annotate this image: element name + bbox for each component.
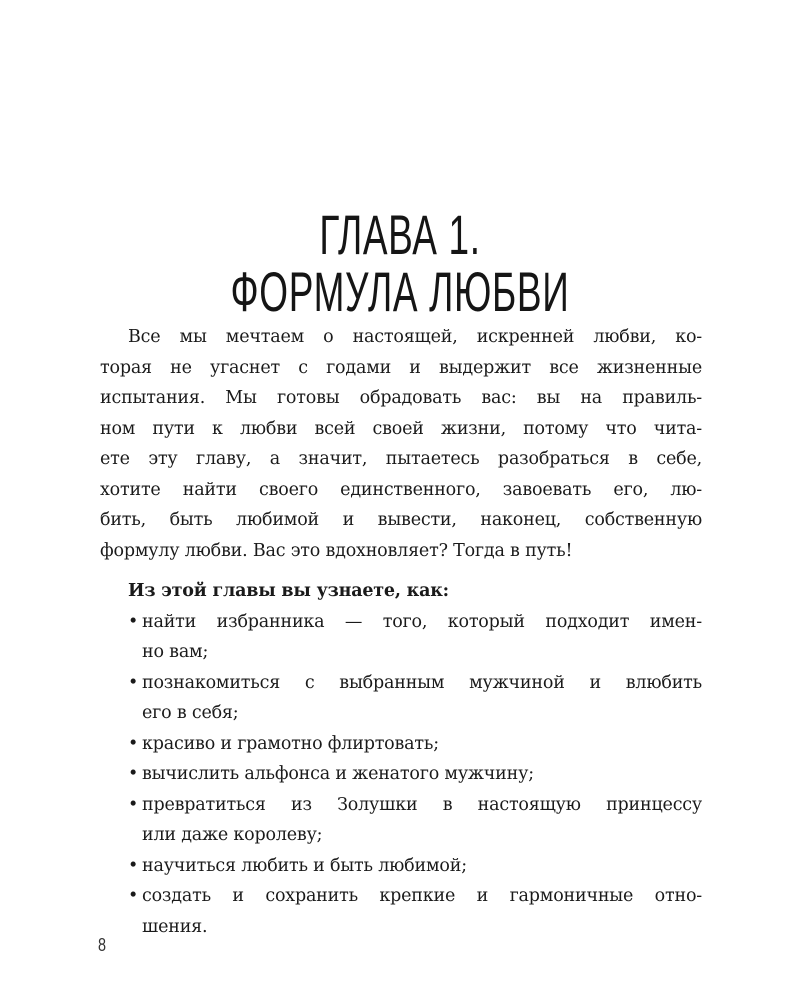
list-item-line: или даже королеву;: [142, 825, 323, 845]
bullet-icon: •: [128, 886, 139, 906]
list-item: [128, 759, 702, 790]
intro-line: торая не угаснет с годами и выдержит все жизненные: [100, 357, 702, 378]
list-item: [128, 851, 702, 882]
list-item-line: красиво и грамотно флиртовать;: [142, 733, 439, 754]
intro-line: хотите найти своего единственного, завоевать его, лю-: [100, 479, 702, 500]
list-item-line: научиться любить и быть любимой;: [142, 855, 467, 876]
list-item-line: найти избранника — того, который подходит имен-: [142, 611, 702, 632]
intro-line: бить, быть любимой и вывести, наконец, собственную: [100, 510, 702, 530]
chapter-goals-list: [128, 576, 702, 942]
list-item-line: познакомиться с выбранным мужчиной и влюбить: [142, 672, 702, 693]
intro-line: ном пути к любви всей своей жизни, потому что чита-: [100, 418, 702, 439]
page-number: 8: [98, 935, 107, 955]
bullet-icon: •: [128, 672, 139, 693]
intro-line: ете эту главу, а значит, пытаетесь разобраться в себе,: [100, 449, 702, 469]
chapter-title-line2: ФОРМУЛА ЛЮБВИ: [230, 260, 570, 323]
list-item-line: но вам;: [142, 642, 209, 662]
intro-line: Все мы мечтаем о настоящей, искренней любви, ко-: [128, 327, 702, 347]
bullet-icon: •: [128, 733, 139, 754]
bullet-icon: •: [128, 611, 139, 632]
bullet-icon: •: [128, 794, 139, 815]
list-item-line: вычислить альфонса и женатого мужчину;: [142, 764, 534, 784]
list-item: [128, 881, 702, 942]
list-item: [128, 729, 702, 760]
list-item-line: его в себя;: [142, 703, 239, 723]
list-item-line: превратиться из Золушки в настоящую принцессу: [142, 794, 702, 815]
bullet-icon: •: [128, 855, 139, 876]
list-item: [128, 790, 702, 851]
bullet-icon: •: [128, 764, 139, 784]
list-heading: Из этой главы вы узнаете, как:: [128, 581, 449, 601]
intro-line: испытания. Мы готовы обрадовать вас: вы на правиль-: [100, 388, 702, 408]
list-item-line: шения.: [142, 916, 208, 937]
chapter-title-line1: ГЛАВА 1.: [319, 203, 481, 266]
intro-line: формулу любви. Вас это вдохновляет? Тогда в путь!: [100, 540, 573, 561]
list-item-line: создать и сохранить крепкие и гармоничные отно-: [142, 886, 702, 906]
list-item: [128, 668, 702, 729]
list-item: [128, 607, 702, 668]
intro-paragraph: [100, 322, 702, 566]
